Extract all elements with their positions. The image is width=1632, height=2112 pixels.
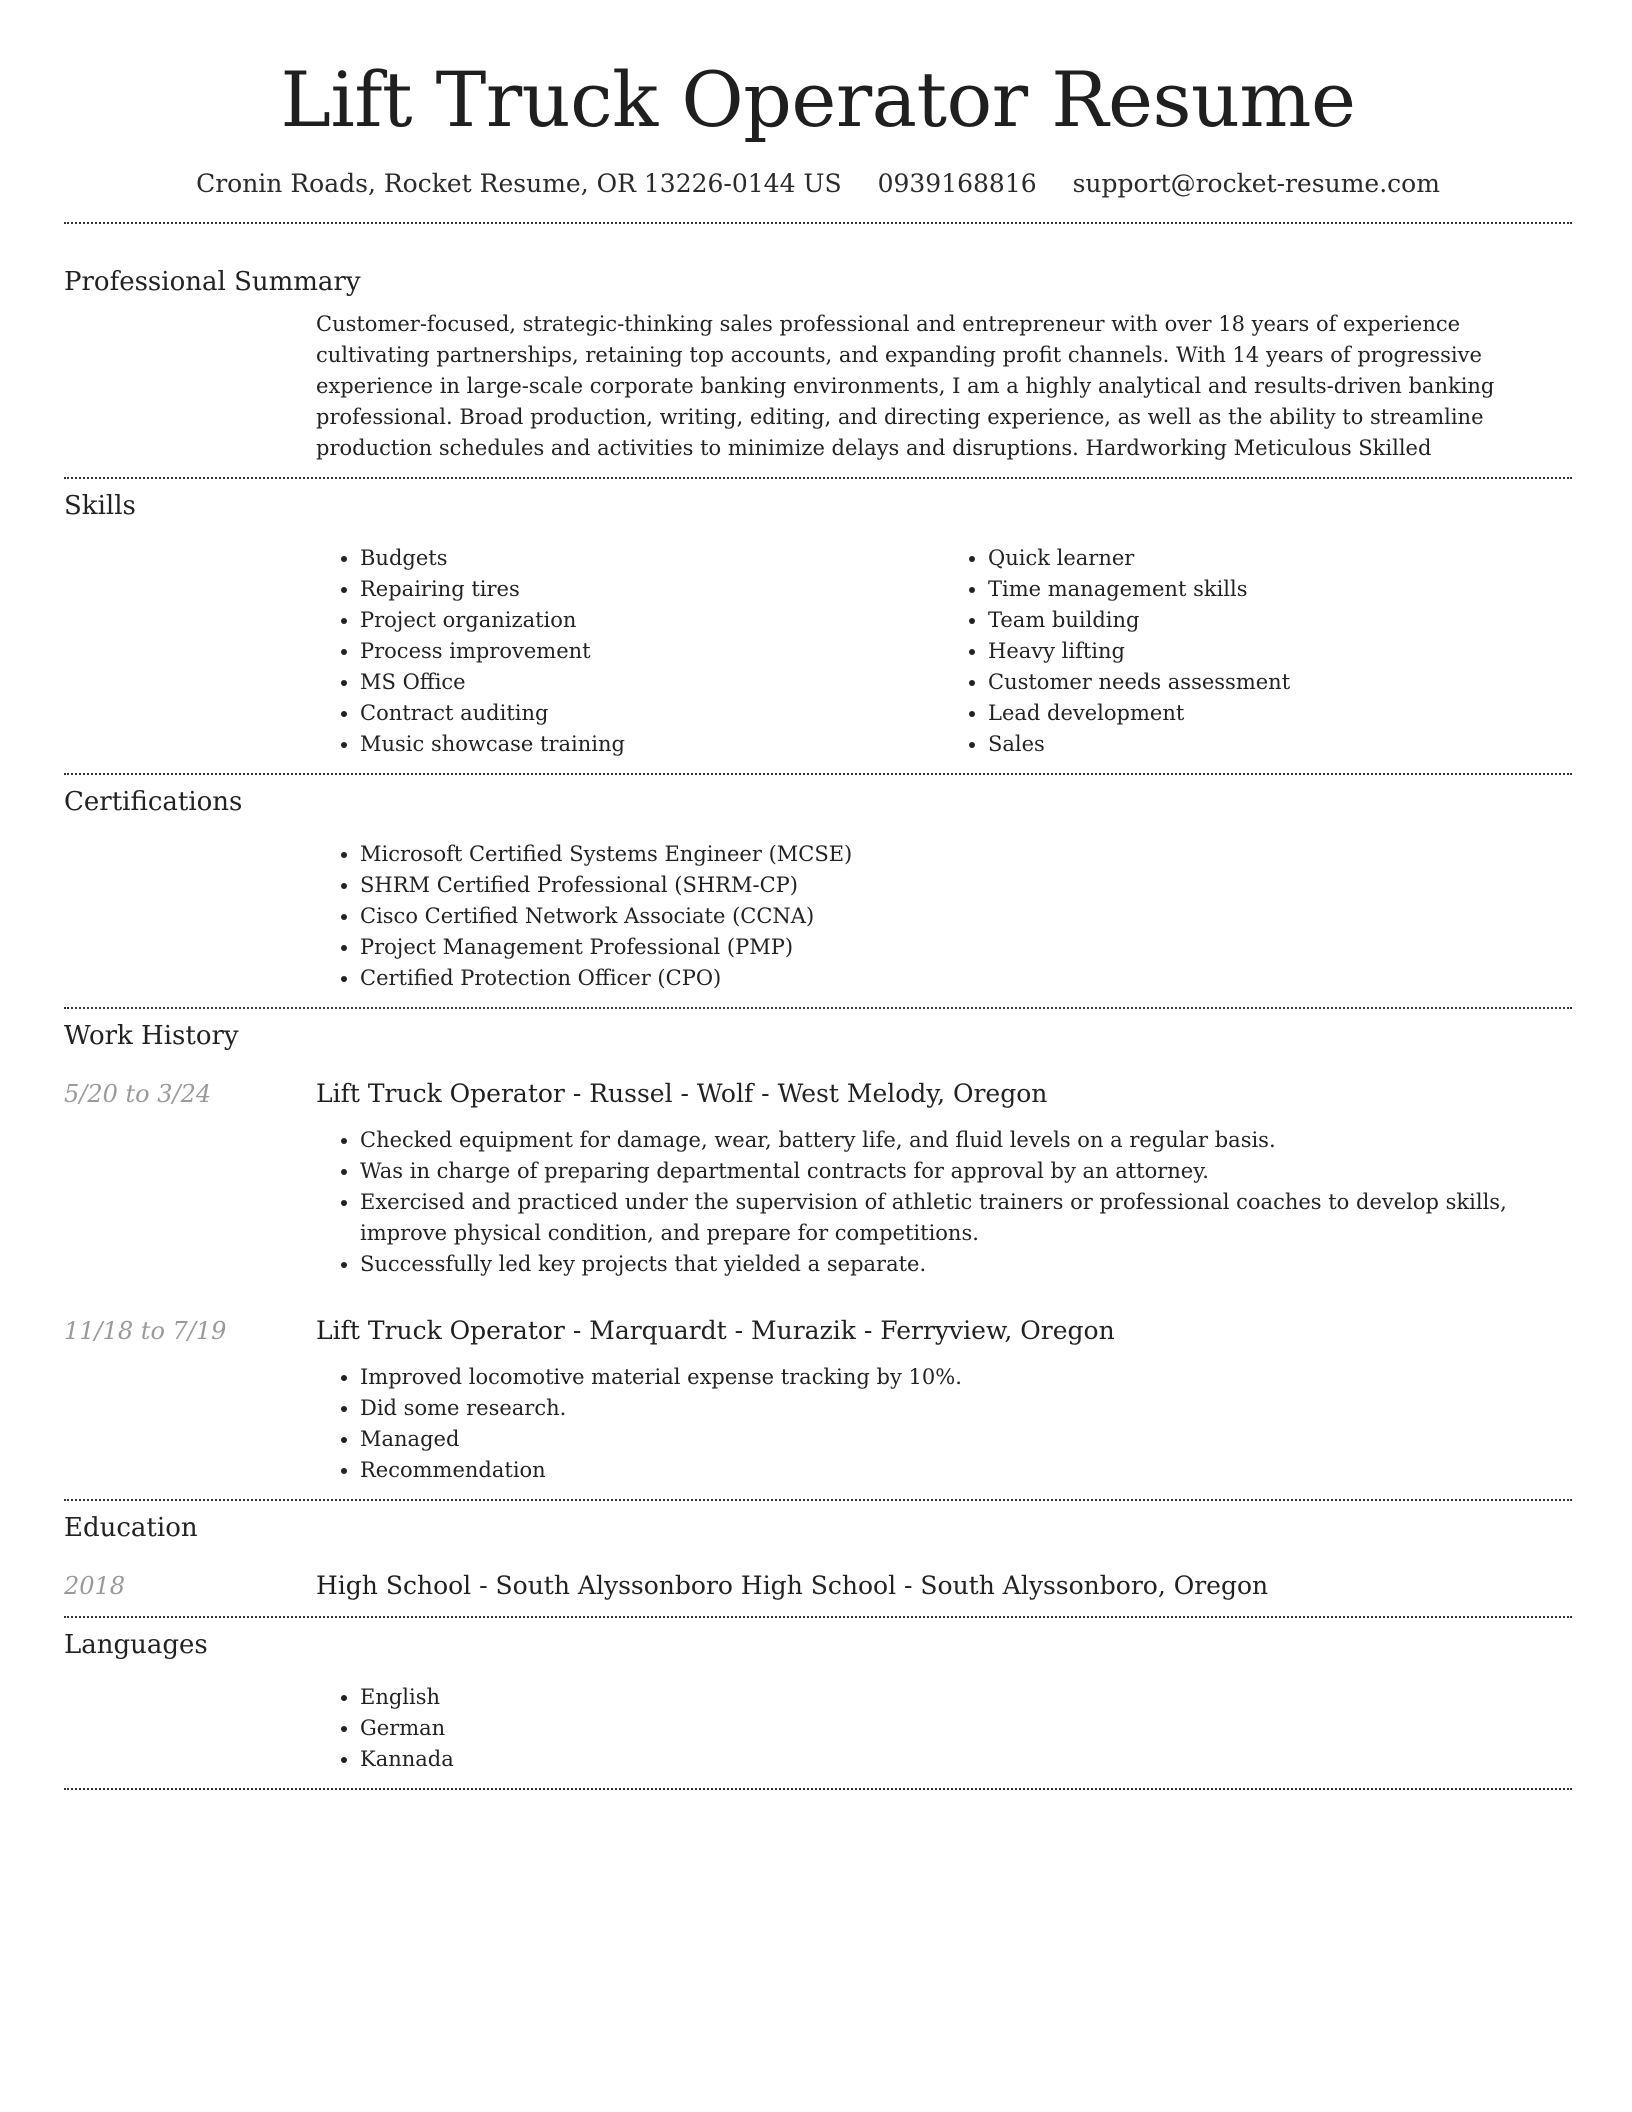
job-bullets xyxy=(316,1125,1572,1280)
skill-item: • Team building xyxy=(988,605,1572,636)
work-section xyxy=(64,1009,1572,1486)
contact-phone: 0939168816 xyxy=(877,169,1037,198)
certification-item: • SHRM Certified Professional (SHRM-CP) xyxy=(360,870,1572,901)
section-title-summary: Professional Summary xyxy=(64,267,361,297)
job-bullet: • Recommendation xyxy=(360,1455,1572,1486)
skills-list-right xyxy=(944,543,1572,760)
contact-address: Cronin Roads, Rocket Resume, OR 13226-0144 US xyxy=(196,169,842,198)
education-degree: High School xyxy=(316,1571,472,1600)
summary-content xyxy=(316,309,1572,464)
job-heading xyxy=(316,1077,1572,1111)
education-school: - South Alyssonboro High School - South Alyssonboro, Oregon xyxy=(471,1571,1269,1600)
skill-item: • Repairing tires xyxy=(360,574,944,605)
job-role: Lift Truck Operator xyxy=(316,1079,565,1108)
job-role: Lift Truck Operator xyxy=(316,1316,565,1345)
language-item: • Kannada xyxy=(360,1744,1572,1775)
skills-section xyxy=(64,479,1572,760)
skill-item: • Budgets xyxy=(360,543,944,574)
skill-item: • Sales xyxy=(988,729,1572,760)
summary-text: Customer-focused, strategic-thinking sales professional and entrepreneur with over 18 years of experience cultivating partnerships, retaining top accounts, and expanding profit channels. With 14 years of progressive experience in large-scale corporate banking environments, I am a highly analytical and results-driven banking professional. Broad production, writing, editing, and directing experience, as well as the ability to streamline production schedules and activities to minimize delays and disruptions. Hardworking Meticulous Skilled xyxy=(316,312,1495,460)
languages-list xyxy=(316,1682,1572,1775)
certifications-content xyxy=(316,839,1572,994)
skill-item: • Music showcase training xyxy=(360,729,944,760)
language-item: • English xyxy=(360,1682,1572,1713)
skill-item: • Contract auditing xyxy=(360,698,944,729)
job-bullet: • Exercised and practiced under the supervision of athletic trainers or professional coaches to develop skills, improve physical condition, and prepare for competitions. xyxy=(360,1187,1572,1249)
contact-email: support@rocket-resume.com xyxy=(1072,169,1440,198)
languages-content xyxy=(316,1682,1572,1775)
education-section xyxy=(64,1501,1572,1603)
section-title-certifications: Certifications xyxy=(64,787,243,817)
skills-columns xyxy=(316,543,1572,760)
resume-page xyxy=(64,0,1572,1790)
job-bullet: • Checked equipment for damage, wear, battery life, and fluid levels on a regular basis. xyxy=(360,1125,1572,1156)
certification-item: • Certified Protection Officer (CPO) xyxy=(360,963,1572,994)
skill-item: • Time management skills xyxy=(988,574,1572,605)
certification-item: • Cisco Certified Network Associate (CCNA) xyxy=(360,901,1572,932)
job-bullet: • Did some research. xyxy=(360,1393,1572,1424)
skill-item: • MS Office xyxy=(360,667,944,698)
languages-section xyxy=(64,1618,1572,1775)
divider xyxy=(64,1788,1572,1790)
section-title-education: Education xyxy=(64,1513,198,1543)
job-dates: 11/18 to 7/19 xyxy=(64,1317,227,1345)
job-bullet: • Successfully led key projects that yielded a separate. xyxy=(360,1249,1572,1280)
skill-item: • Customer needs assessment xyxy=(988,667,1572,698)
certification-item: • Project Management Professional (PMP) xyxy=(360,932,1572,963)
skills-list-left xyxy=(316,543,944,760)
job-body xyxy=(316,1314,1572,1486)
education-entry xyxy=(64,1569,1572,1603)
skill-item: • Heavy lifting xyxy=(988,636,1572,667)
job-body xyxy=(316,1077,1572,1280)
job-bullet: • Improved locomotive material expense tracking by 10%. xyxy=(360,1362,1572,1393)
section-title-work: Work History xyxy=(64,1021,239,1051)
job-entry xyxy=(64,1077,1572,1280)
job-entry xyxy=(64,1314,1572,1486)
skill-item: • Quick learner xyxy=(988,543,1572,574)
job-bullet: • Was in charge of preparing departmental contracts for approval by an attorney. xyxy=(360,1156,1572,1187)
skill-item: • Lead development xyxy=(988,698,1572,729)
education-date: 2018 xyxy=(64,1572,126,1600)
certifications-list xyxy=(316,839,1572,994)
job-bullet: • Managed xyxy=(360,1424,1572,1455)
job-employer: - Russel - Wolf - West Melody, Oregon xyxy=(564,1079,1048,1108)
contact-line xyxy=(64,166,1572,202)
certification-item: • Microsoft Certified Systems Engineer (MCSE) xyxy=(360,839,1572,870)
resume-title: Lift Truck Operator Resume xyxy=(280,55,1356,144)
summary-section xyxy=(64,224,1572,464)
job-employer: - Marquardt - Murazik - Ferryview, Oregon xyxy=(564,1316,1115,1345)
certifications-section xyxy=(64,775,1572,994)
job-bullets xyxy=(316,1362,1572,1486)
job-heading xyxy=(316,1314,1572,1348)
language-item: • German xyxy=(360,1713,1572,1744)
education-body xyxy=(316,1569,1572,1603)
section-title-skills: Skills xyxy=(64,491,136,521)
job-dates: 5/20 to 3/24 xyxy=(64,1080,212,1108)
education-heading xyxy=(316,1569,1572,1603)
section-title-languages: Languages xyxy=(64,1630,208,1660)
skill-item: • Process improvement xyxy=(360,636,944,667)
skill-item: • Project organization xyxy=(360,605,944,636)
